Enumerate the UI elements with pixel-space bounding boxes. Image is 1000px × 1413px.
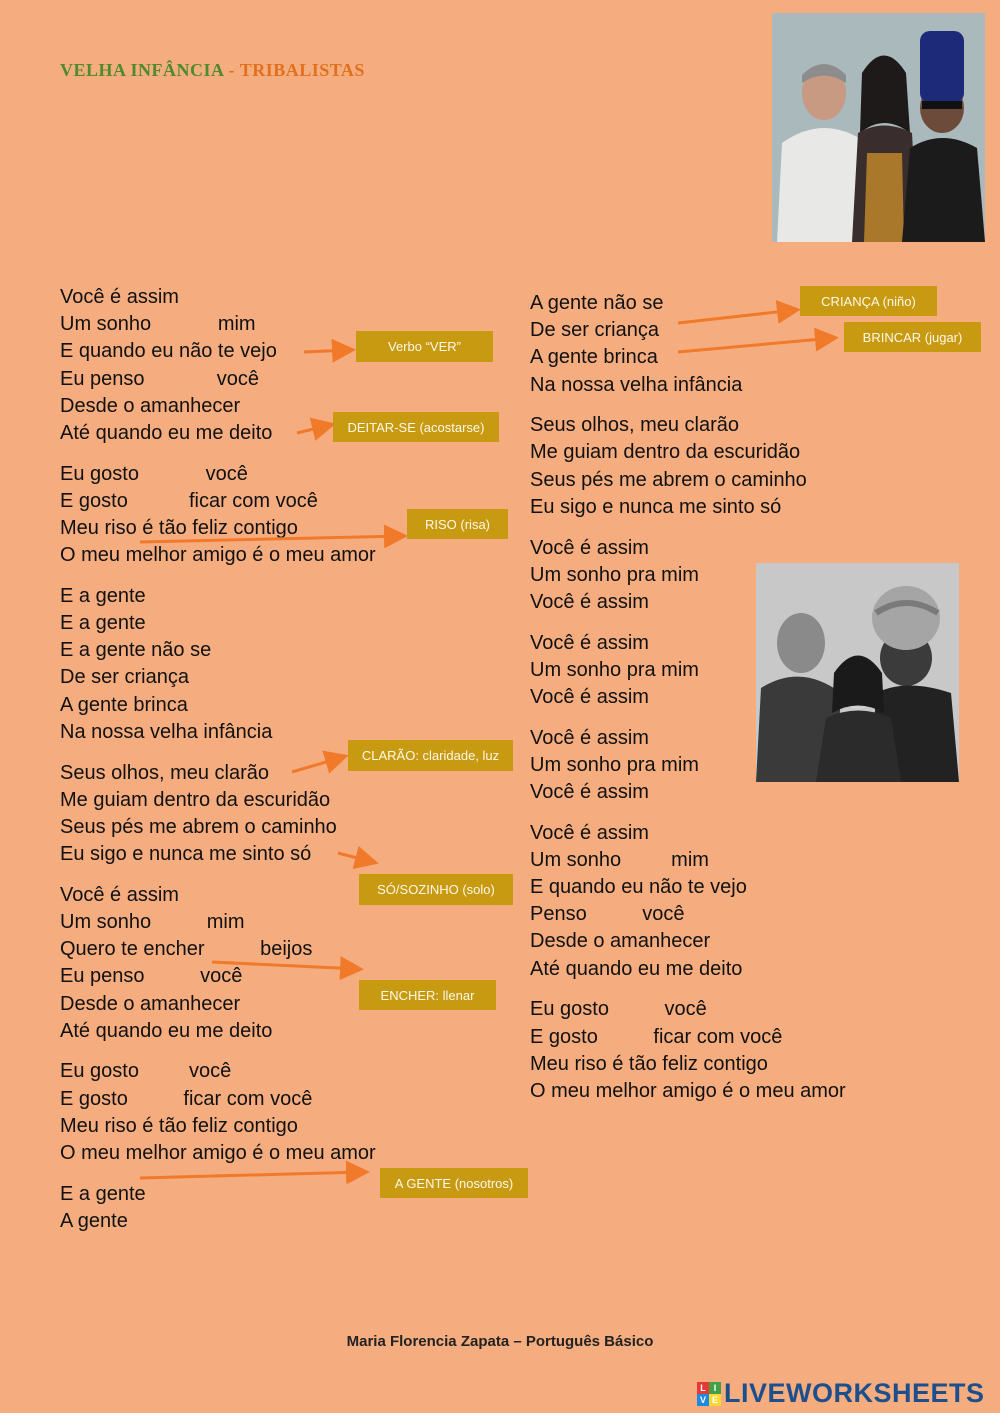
lyric-line: Um sonho pra mim	[530, 753, 699, 776]
lyric-line: E a gente	[60, 612, 146, 635]
arrow-clarao	[292, 757, 343, 772]
note-encher: ENCHER: llenar	[359, 980, 496, 1010]
lyric-line: E a gente	[60, 584, 146, 607]
arrow-riso	[140, 536, 402, 542]
lyric-line: Até quando eu me deito	[60, 421, 273, 444]
title-separator: -	[223, 60, 240, 80]
note-ver: Verbo “VER”	[356, 331, 493, 362]
arrow-encher	[212, 962, 358, 969]
lyric-line: Você é assim	[530, 631, 649, 654]
lyric-line: Seus olhos, meu clarão	[60, 761, 270, 784]
lyric-line: Você é assim	[530, 685, 649, 708]
lyric-line: Eu gosto você	[530, 998, 707, 1021]
note-crianca: CRIANÇA (niño)	[800, 286, 937, 316]
arrow-so	[338, 853, 373, 862]
arrow-crianca	[678, 310, 795, 323]
lyric-line: Você é assim	[60, 883, 179, 906]
lyric-line: Na nossa velha infância	[60, 720, 273, 743]
lyric-line: Seus olhos, meu clarão	[530, 414, 740, 437]
note-brincar: BRINCAR (jugar)	[844, 322, 981, 352]
lyric-line: A gente não se	[530, 292, 664, 314]
song-title: VELHA INFÂNCIA	[60, 60, 224, 80]
lyric-line: Seus pés me abrem o caminho	[530, 468, 807, 491]
lyric-line: Desde o amanhecer	[530, 930, 711, 953]
arrow-agente	[140, 1172, 364, 1178]
lyric-line: Meu riso é tão feliz contigo	[60, 517, 298, 539]
lyric-line: E gosto ficar com você	[530, 1025, 783, 1048]
lyric-line: Eu gosto você	[60, 1060, 232, 1083]
lyric-line: Eu sigo e nunca me sinto só	[530, 495, 782, 518]
lyric-line: Até quando eu me deito	[60, 1019, 273, 1042]
lyric-line: O meu melhor amigo é o meu amor	[60, 1141, 376, 1164]
lyric-line: O meu melhor amigo é o meu amor	[530, 1079, 846, 1102]
note-clarao: CLARÃO: claridade, luz	[348, 740, 513, 771]
note-so: SÓ/SOZINHO (solo)	[359, 874, 513, 905]
arrow-ver	[304, 350, 350, 352]
lyric-line: Até quando eu me deito	[530, 957, 743, 980]
lyric-line: Quero te encher beijos	[60, 938, 313, 961]
lyric-line: E gosto ficar com você	[60, 489, 318, 512]
liveworksheets-logo-icon: L I V E	[697, 1382, 721, 1406]
lyric-line: Um sonho pra mim	[530, 658, 699, 681]
lyric-line: Eu gosto você	[60, 462, 248, 485]
lyric-line: E quando eu não te vejo	[60, 340, 277, 363]
lyric-line: Meu riso é tão feliz contigo	[530, 1052, 768, 1075]
lyric-line: Um sonho mim	[60, 313, 256, 336]
lyric-line: A gente brinca	[530, 346, 658, 369]
lyric-line: Você é assim	[530, 781, 649, 803]
lyric-line: O meu melhor amigo é o meu amor	[60, 544, 376, 567]
lyric-line: De ser criança	[530, 319, 659, 342]
lyric-line: E a gente	[60, 1182, 146, 1205]
lyric-line: Eu penso você	[60, 367, 259, 390]
footer-author: Maria Florencia Zapata – Português Básico	[346, 1333, 654, 1350]
lyric-line: E gosto ficar com você	[60, 1087, 313, 1110]
lyric-line: Um sonho mim	[530, 848, 709, 871]
lyric-line: De ser criança	[60, 666, 189, 689]
arrow-deitar	[297, 425, 330, 433]
note-agente: A GENTE (nosotros)	[380, 1168, 528, 1198]
lyric-line: Desde o amanhecer	[60, 992, 241, 1015]
lyric-line: Você é assim	[530, 821, 649, 844]
lyric-line: Você é assim	[530, 536, 649, 559]
artist-name: TRIBALISTAS	[239, 60, 365, 80]
lyric-line: Meu riso é tão feliz contigo	[60, 1114, 298, 1137]
lyric-line: Você é assim	[530, 590, 649, 613]
lyric-line: Eu penso você	[60, 965, 243, 988]
lyric-line: Eu sigo e nunca me sinto só	[60, 843, 312, 866]
lyric-line: Penso você	[530, 903, 685, 926]
liveworksheets-name: LIVEWORKSHEETS	[724, 1378, 985, 1408]
lyric-line: Na nossa velha infância	[530, 373, 743, 396]
lyric-line: Você é assim	[530, 726, 649, 749]
lyric-line: A gente	[60, 1209, 128, 1232]
lyric-line: Você é assim	[60, 286, 179, 308]
note-riso: RISO (risa)	[407, 509, 508, 539]
note-deitar: DEITAR-SE (acostarse)	[333, 412, 499, 442]
lyric-line: Desde o amanhecer	[60, 394, 241, 417]
lyric-line: E a gente não se	[60, 639, 212, 662]
lyric-line: Me guiam dentro da escuridão	[60, 788, 331, 811]
lyric-line: Me guiam dentro da escuridão	[530, 441, 801, 464]
liveworksheets-brand	[697, 1378, 985, 1409]
lyric-line: Um sonho mim	[60, 910, 245, 933]
arrow-brincar	[678, 338, 833, 352]
lyric-line: Um sonho pra mim	[530, 563, 699, 586]
lyric-line: Seus pés me abrem o caminho	[60, 815, 337, 838]
lyric-line: E quando eu não te vejo	[530, 876, 747, 899]
lyric-line: A gente brinca	[60, 693, 188, 716]
